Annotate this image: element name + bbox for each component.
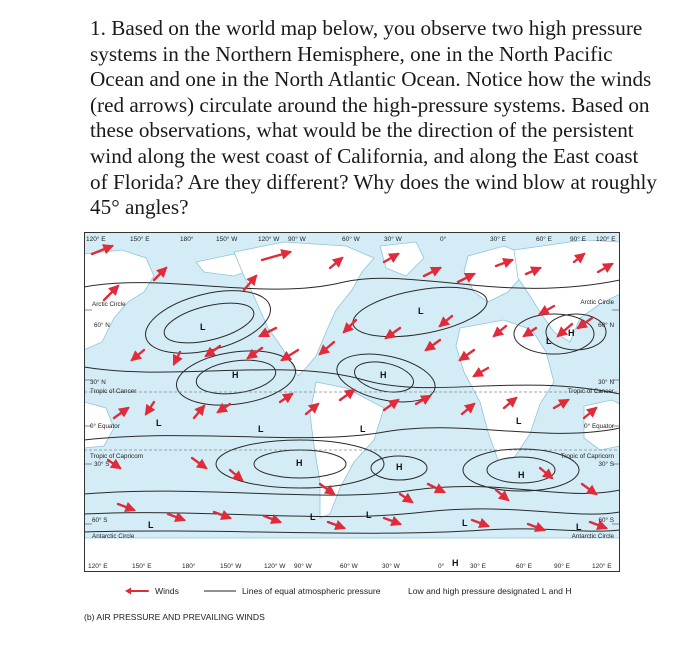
pressure-label: L	[258, 424, 264, 434]
lat-label-left: 0° Equator	[90, 423, 120, 430]
pressure-label: L	[366, 510, 372, 520]
lat-label-left: 30° S	[94, 461, 110, 468]
pressure-label: H	[296, 458, 303, 468]
pressure-label: L	[310, 512, 316, 522]
pressure-label: L	[516, 416, 522, 426]
lat-label-right: 60° S	[598, 517, 614, 524]
lat-label-right: 30° N	[598, 379, 614, 386]
lon-label-bottom: 90° E	[554, 563, 570, 570]
pressure-label: H	[518, 470, 525, 480]
lat-label-left: 30° N	[90, 379, 106, 386]
lon-label-bottom: 120° W	[264, 563, 286, 570]
lon-label-bottom: 120° E	[88, 563, 108, 570]
lon-label-top: 90° W	[288, 236, 306, 243]
lon-label-bottom: 180°	[182, 563, 196, 570]
pressure-label: H	[380, 370, 387, 380]
lat-label-right: Arctic Circle	[580, 299, 614, 306]
lon-label-bottom: 150° E	[132, 563, 152, 570]
pressure-label: L	[360, 424, 366, 434]
lat-label-right: Antarctic Circle	[571, 533, 614, 540]
lon-label-bottom: 120° E	[592, 563, 612, 570]
legend-isobars-label: Lines of equal atmospheric pressure	[242, 586, 381, 596]
legend-winds	[124, 586, 179, 596]
lat-label-right: 30° S	[598, 461, 614, 468]
legend-highlow-label: Low and high pressure designated L and H	[408, 586, 572, 596]
question-text: 1. Based on the world map below, you observe two high pressure systems in the Northern Hemisphere, one in the North Pacific Ocean and one in the North Atlantic Ocean. Notice how the winds (red arrows) circulate around the high-pressure systems. Based on these observations, what would be the direction of the persistent wind along the west coast of California, and along the East coast of Florida? Are they different? Why does the wind blow at roughly 45° angles?	[90, 16, 658, 220]
legend-winds-label: Winds	[155, 586, 179, 596]
lon-label-top: 60° W	[342, 236, 360, 243]
pressure-label: L	[576, 522, 582, 532]
legend-isobars	[204, 586, 381, 596]
lon-label-bottom: 90° W	[294, 563, 312, 570]
pressure-label: H	[396, 462, 403, 472]
pressure-label: H	[568, 328, 575, 338]
pressure-label: L	[462, 518, 468, 528]
pressure-label: L	[546, 336, 552, 346]
lon-label-bottom: 0°	[438, 563, 445, 570]
lon-label-top: 120° E	[596, 236, 616, 243]
lon-label-top: 120° E	[86, 236, 106, 243]
pressure-wind-map	[84, 232, 620, 572]
lon-label-top: 0°	[440, 236, 447, 243]
lon-label-top: 180°	[180, 236, 194, 243]
pressure-label: H	[232, 370, 239, 380]
pressure-label: L	[200, 322, 206, 332]
lon-label-bottom: 30° W	[382, 563, 400, 570]
lon-label-top: 150° E	[130, 236, 150, 243]
legend-highlow	[408, 586, 572, 596]
lat-label-right: 0° Equator	[584, 423, 614, 430]
lon-label-bottom: 30° E	[470, 563, 486, 570]
lon-label-top: 30° E	[490, 236, 506, 243]
pressure-label: L	[418, 306, 424, 316]
lat-label-left: Antarctic Circle	[92, 533, 135, 540]
pressure-label: L	[148, 520, 154, 530]
lon-label-top: 30° W	[384, 236, 402, 243]
figure-caption: (b) AIR PRESSURE AND PREVAILING WINDS	[84, 612, 265, 622]
lon-label-bottom: 150° W	[220, 563, 242, 570]
lat-label-left: Tropic of Cancer	[90, 388, 137, 395]
lon-label-bottom: 60° E	[516, 563, 532, 570]
lat-label-right: Tropic of Cancer	[567, 388, 614, 395]
wind-arrow-icon	[124, 587, 150, 595]
lat-label-right: Tropic of Capricorn	[560, 453, 614, 460]
lon-label-top: 60° E	[536, 236, 552, 243]
lon-label-top: 150° W	[216, 236, 238, 243]
lat-label-left: 60° N	[94, 322, 110, 329]
pressure-label: L	[156, 418, 162, 428]
lat-label-right: 60° N	[598, 322, 614, 329]
map-legend	[84, 586, 620, 602]
lat-label-left: Tropic of Capricorn	[90, 453, 144, 460]
pressure-label: H	[452, 558, 459, 568]
isobar-line-icon	[204, 587, 236, 595]
lon-label-top: 90° E	[570, 236, 586, 243]
lon-label-bottom: 60° W	[340, 563, 358, 570]
lat-label-left: Arctic Circle	[92, 301, 126, 308]
lat-label-left: 60° S	[92, 517, 108, 524]
lon-label-top: 120° W	[258, 236, 280, 243]
